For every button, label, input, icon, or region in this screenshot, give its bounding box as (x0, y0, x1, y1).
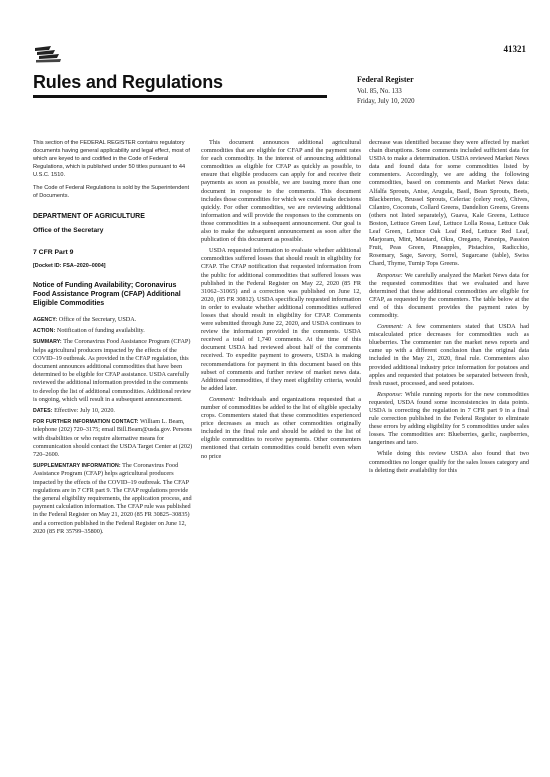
response-paragraph (369, 391, 529, 448)
federal-register-title: Federal Register (357, 75, 414, 84)
contact-label: FOR FURTHER INFORMATION CONTACT: (33, 419, 139, 426)
text-columns (33, 139, 531, 764)
date-line: Friday, July 10, 2020 (357, 98, 415, 105)
agency-value: Office of the Secretary, USDA. (58, 316, 137, 323)
comment-text: Individuals and organizations requested that a number of commodities be added to the list of eligible specialty crops. Commenters stated that these commodities experienced price decreases as much as other commodities originally included in the final rule and should be added to the list of eligible commodities to receive payments. Other commenters mentioned that certain commodities could benefit even when no price (201, 395, 361, 460)
action-label: ACTION: (33, 328, 56, 335)
body-paragraph: This document announces additional agricultural commodities that are eligible for CFAP and the payment rates for each commodity. In the interest of announcing additional commodities as eligible for CFAP as quickly as possible, to ensure that eligible producers can apply for and receive their payments as soon as possible, we are issuing more than one document in response to the comments. This document includes those commodities for which we could make decisions quickly. For other commodities, we are reviewing additional information and will provide the responses to the comments on those commodities in a subsequent announcement. Our goal is also to make the subsequent announcement as soon after the publication of this document as possible. (201, 139, 361, 244)
body-paragraph: While doing this review USDA also found that two commodities no longer qualify for the sales losses category and is deleting their availability for this (369, 450, 529, 474)
document-title: Notice of Funding Availability; Coronavirus Food Assistance Program (CFAP) Additional Eligible Commodities (33, 282, 181, 307)
summary-paragraph (33, 338, 193, 404)
sales-note: The Code of Federal Regulations is sold by the Superintendent of Documents. (33, 185, 190, 199)
action-value: Notification of funding availability. (56, 327, 145, 335)
department-heading: DEPARTMENT OF AGRICULTURE (33, 213, 145, 220)
federal-register-logo (33, 44, 63, 64)
dates-value: Effective: July 10, 2020. (54, 407, 115, 415)
summary-label: SUMMARY: (33, 339, 62, 346)
agency-label: AGENCY: (33, 317, 58, 323)
supplementary-label: SUPPLEMENTARY INFORMATION: (33, 463, 121, 470)
comment-text: A few commenters stated that USDA had miscalculated price decreases for commodities such as blueberries. The commenter ran the market news reports and came up with a different conclusion than the original data included in the May 21, 2020, final rule. Commenters also provided additional industry price information for potatoes and apples and requested that potatoes be separated between fresh, fresh russet, processed, and seed potatoes. (369, 323, 529, 387)
federal-register-block (357, 75, 532, 107)
column-3 (369, 139, 529, 764)
supplementary-text: The Coronavirus Food Assistance Program (CFAP) helps agricultural producers impacted by the effects of the COVID–19 outbreak. The CFAP regulations are in 7 CFR part 9. The CFAP regulations provide the general eligibility requirements, the application process, and payment calculation information. The CFAP rule was published in the Federal Register on May 21, 2020 (85 FR 30825–30835) and a correction published in the Federal Register on June 12, 2020 (85 FR 35799–35800). (33, 462, 192, 535)
page-number: 41321 (503, 44, 526, 54)
response-lead: Response: (377, 390, 403, 398)
column-2 (201, 139, 361, 764)
response-lead: Response: (377, 271, 403, 279)
contact-text: William L. Beam, telephone (202) 720–3175; email Bill.Beam@usda.gov. Persons with disabilities or who require alternative means for communication should contact the USDA Target Center at (202) 720–2600. (33, 418, 193, 459)
office-heading: Office of the Secretary (33, 227, 104, 234)
response-paragraph (369, 272, 529, 321)
comment-lead: Comment: (209, 395, 236, 403)
section-title: Rules and Regulations (33, 72, 223, 92)
body-paragraph: decrease was identified because they were affected by market chain disruptions. Some comments included sufficient data for USDA to make a determination. USDA reviewed Market News data and found data for some commodities listed by commenters. Accordingly, we are adding the following commodities, based on comments and Market News data: Alfalfa Sprouts, Anise, Arugula, Basil, Bean Sprouts, Beets, Blackberries, Brussel Sprouts, Celeriac (celery root), Chives, Cilantro, Coconuts, Collard Greens, Dandelion Greens, Greens (others not listed separately), Guava, Kale Greens, Lettuce Boston, Lettuce Green Leaf, Lettuce Lolla Rossa, Lettuce Oak Leaf Green, Lettuce Oak Leaf Red, Lettuce Red Leaf, Marjoram, Mint, Mustard, Okra, Oregano, Parsnips, Passion Fruit, Peas Green, Pineapples, Pistachios, Radicchio, Rosemary, Sage, Savory, Sorrel, Sugarcane (table), Swiss Chard, Thyme, Turnip Tops Greens. (369, 139, 529, 268)
comment-lead: Comment: (377, 323, 404, 331)
comment-paragraph (369, 323, 529, 388)
header-rule (33, 95, 327, 98)
docket-id: [Docket ID: FSA–2020–0004] (33, 263, 106, 269)
action-line (33, 327, 193, 335)
dates-line (33, 407, 193, 415)
comment-paragraph (201, 396, 361, 461)
volume-line: Vol. 85, No. 133 (357, 88, 402, 95)
dates-label: DATES: (33, 408, 53, 415)
cfr-heading: 7 CFR Part 9 (33, 249, 74, 256)
section-note: This section of the FEDERAL REGISTER contains regulatory documents having general applicability and legal effect, most of which are keyed to and codified in the Code of Federal Regulations, which is published under 50 titles pursuant to 44 U.S.C. 1510. (33, 140, 190, 178)
response-text: While running reports for the new commodities requested, USDA found some inconsistencies in data points. USDA is correcting the regulation in 7 CFR part 9 in a final rule correction published in the Federal Register to eliminate these errors by adding eligibility for 5 commodities under sales losses. The commodities are: Blueberries, garlic, raspberries, tangerines and taro. (369, 390, 529, 447)
agency-line (33, 316, 193, 324)
body-paragraph: USDA requested information to evaluate whether additional commodities suffered losses that should result in eligibility for CFAP. The CFAP notification that requested information from the public for additional commodities that suffered losses was published in the Federal Register on May 22, 2020 (85 FR 31062–31065) and a correction was published on June 12, 2020, (85 FR 30812). USDA specifically requested information in order to evaluate whether additional commodities suffered losses that should result in eligibility for CFAP. Comments were submitted through June 22, 2020, and USDA continues to review the information provided in the comments. USDA received a total of 1,740 comments. At the time of this document USDA had reviewed about half of the comments received. To expedite payment to growers, USDA is making recommendations for payment in this document based on this subset of comments and further review of market news data. Additional commodities, if they meet eligibility criteria, would be added later. (201, 247, 361, 392)
column-1 (33, 139, 193, 764)
contact-paragraph (33, 418, 193, 459)
summary-text: The Coronavirus Food Assistance Program (CFAP) helps agricultural producers impacted by the effects of the COVID–19 outbreak. As provided in the CFAP regulation, this document announces additional commodities that have been determined to be eligible for CFAP assistance. USDA carefully reviewed the additional information provided in the comments to develop the list of additional commodities. Additional review is ongoing, which will result in a subsequent announcement. (33, 338, 192, 403)
response-text: We carefully analyzed the Market News data for the requested commodities that we evaluated and have determined that these additional commodities are eligible for CFAP, as requested by the commenters. The table below at the end of this document provides the payment rates by commodity. (369, 271, 529, 319)
supplementary-paragraph (33, 462, 193, 536)
